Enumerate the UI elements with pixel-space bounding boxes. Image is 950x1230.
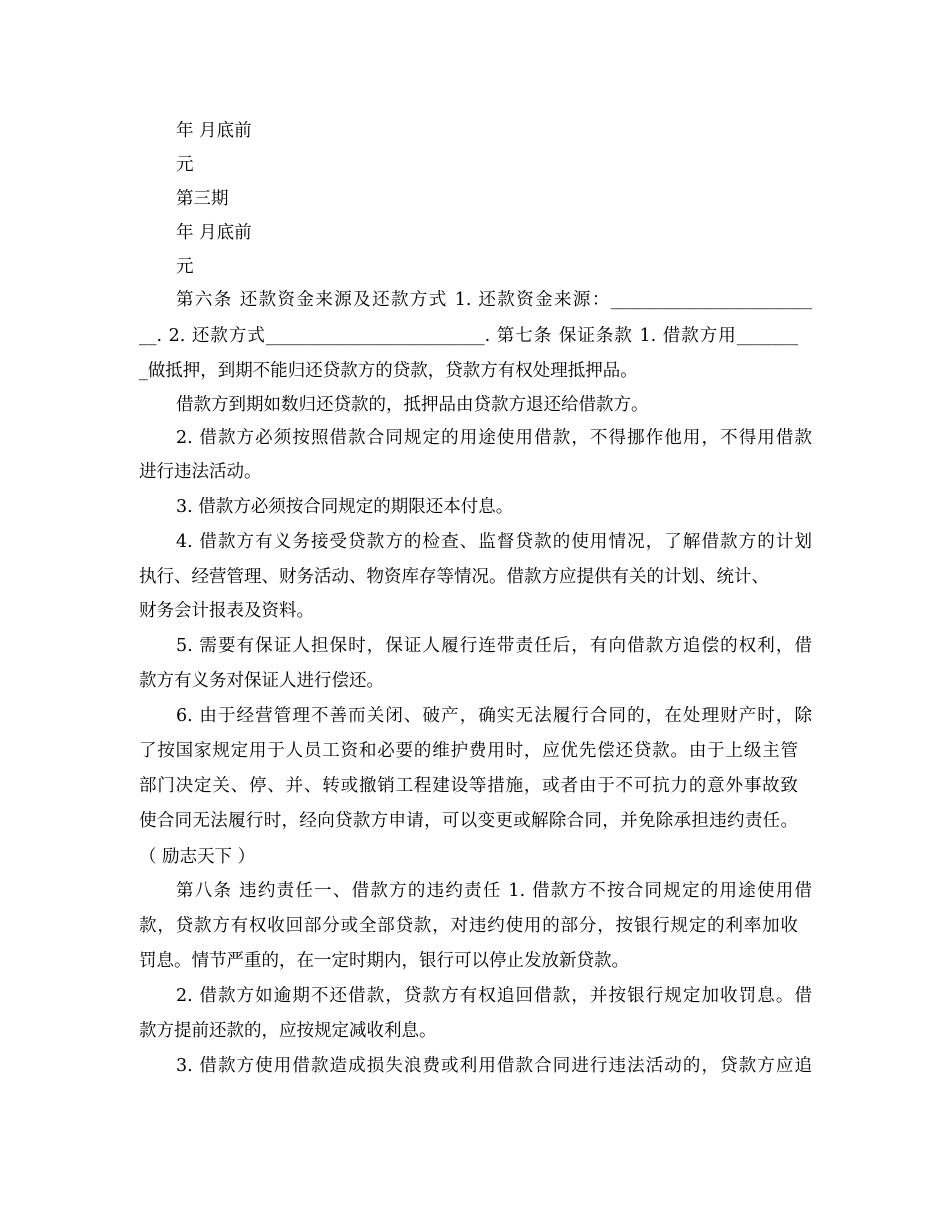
article-6-7-line-2: __. 2. 还款方式_________________________. 第七条 保证条款 1. 借款方用_______	[139, 326, 798, 346]
article-6-line-1: 第六条 还款资金来源及还款方式 1. 还款资金来源：_______________________	[176, 290, 812, 310]
clause-3: 3. 借款方必须按合同规定的期限还本付息。	[176, 497, 514, 517]
schedule-line-yuan-2: 元	[176, 257, 194, 277]
breach-3-line-1: 3. 借款方使用借款造成损失浪费或利用借款合同进行违法活动的，贷款方应追	[176, 1056, 812, 1076]
clause-6-line-4: 使合同无法履行时，经向贷款方申请，可以变更或解除合同，并免除承担违约责任。	[139, 811, 798, 831]
schedule-line-yuan-1: 元	[176, 155, 194, 175]
article-7-line-3: _做抵押，到期不能归还贷款方的贷款，贷款方有权处理抵押品。	[139, 361, 638, 381]
article-7-collateral-return: 借款方到期如数归还贷款的，抵押品由贷款方退还给借款方。	[176, 395, 649, 415]
clause-2-line-2: 进行违法活动。	[139, 462, 262, 482]
clause-6-line-2: 了按国家规定用于人员工资和必要的维护费用时，应优先偿还贷款。由于上级主管	[139, 741, 798, 761]
clause-4-line-3: 财务会计报表及资料。	[139, 601, 314, 621]
schedule-line-year-month-1: 年 月底前	[176, 121, 252, 141]
clause-6-line-3: 部门决定关、停、并、转或撤销工程建设等措施，或者由于不可抗力的意外事故致	[139, 776, 798, 796]
breach-2-line-1: 2. 借款方如逾期不还借款，贷款方有权追回借款，并按银行规定加收罚息。借	[176, 986, 812, 1006]
schedule-line-year-month-2: 年 月底前	[176, 223, 252, 243]
clause-4-line-2: 执行、经营管理、财务活动、物资库存等情况。借款方应提供有关的计划、统计、	[139, 567, 769, 587]
article-8-line-3: 罚息。情节严重的，在一定时期内，银行可以停止发放新贷款。	[139, 951, 629, 971]
clause-5-line-1: 5. 需要有保证人担保时，保证人履行连带责任后，有向借款方追偿的权利，借	[176, 636, 812, 656]
clause-5-line-2: 款方有义务对保证人进行偿还。	[139, 671, 384, 691]
article-8-line-1: 第八条 违约责任一、借款方的违约责任 1. 借款方不按合同规定的用途使用借	[176, 881, 812, 901]
watermark-note: （ 励志天下 ）	[139, 847, 256, 867]
breach-2-line-2: 款方提前还款的，应按规定减收利息。	[139, 1021, 437, 1041]
clause-4-line-1: 4. 借款方有义务接受贷款方的检查、监督贷款的使用情况，了解借款方的计划	[176, 532, 812, 552]
clause-6-line-1: 6. 由于经营管理不善而关闭、破产，确实无法履行合同的，在处理财产时，除	[176, 706, 812, 726]
schedule-line-third-period: 第三期	[176, 189, 229, 209]
clause-2-line-1: 2. 借款方必须按照借款合同规定的用途使用借款，不得挪作他用，不得用借款	[176, 428, 812, 448]
article-8-line-2: 款，贷款方有权收回部分或全部贷款，对违约使用的部分，按银行规定的利率加收	[139, 916, 798, 936]
